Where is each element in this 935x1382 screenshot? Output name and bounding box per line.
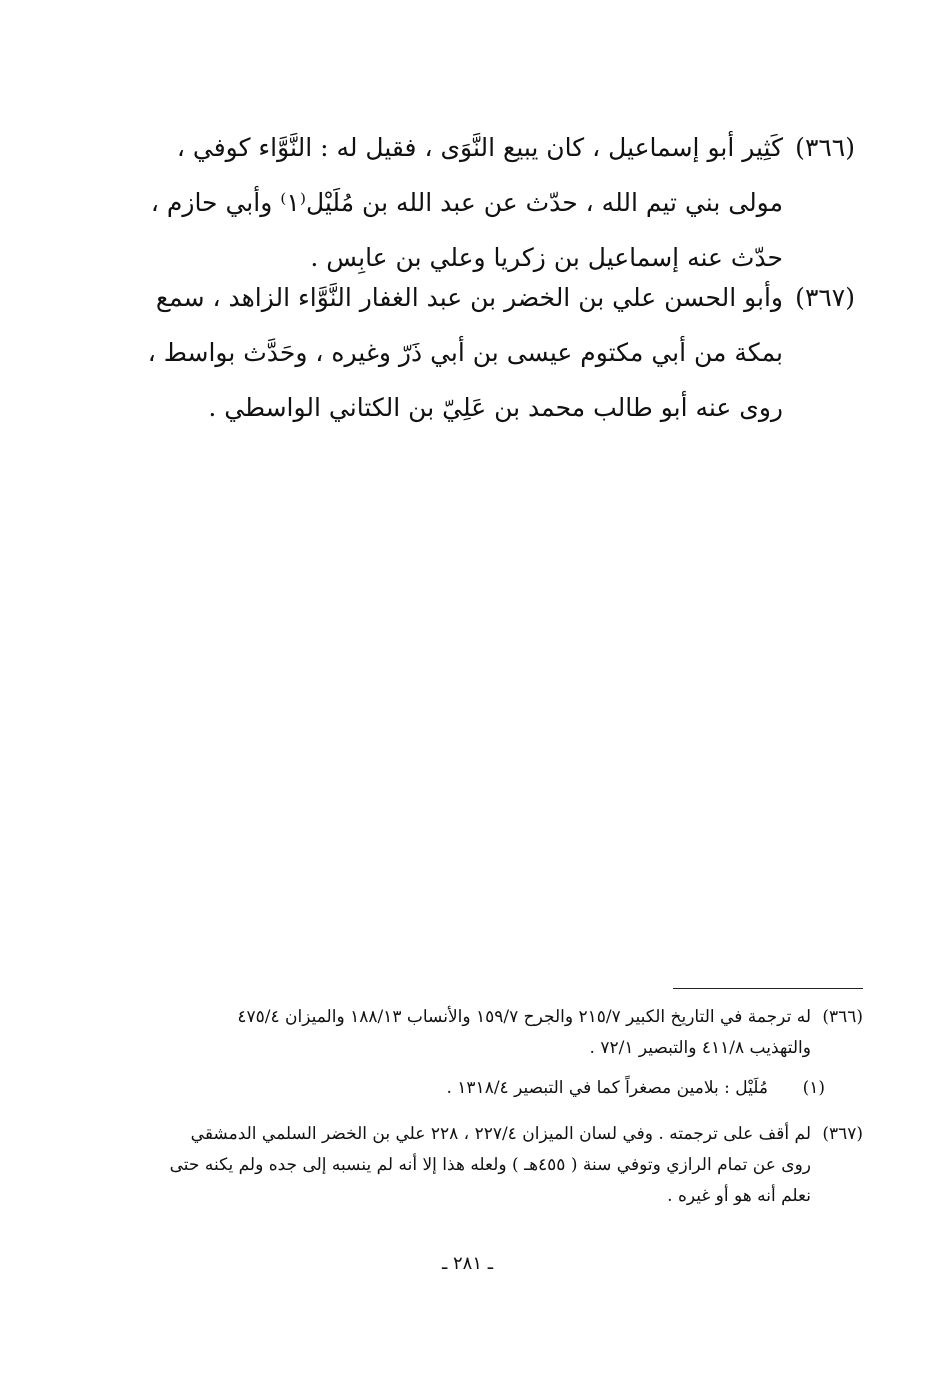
- footnote-line: لم أقف على ترجمته . وفي لسان الميزان ٢٢٧/٤ ، ٢٢٨ علي بن الخضر السلمي الدمشقي: [190, 1124, 811, 1144]
- footnote-367: [123, 1119, 863, 1212]
- footnote-line: مُلَيْل : بلامين مصغراً كما في التبصير ١٣١٨/٤ .: [446, 1078, 768, 1098]
- entry-367: [147, 270, 855, 435]
- entry-line: وأبو الحسن علي بن الخضر بن عبد الغفار النَّوَّاء الزاهد ، سمع: [155, 283, 783, 312]
- footnote-366: [123, 1002, 863, 1064]
- entry-number: (٣٦٧): [795, 283, 855, 312]
- entry-line: حدّث عنه إسماعيل بن زكريا وعلي بن عابِس .: [310, 243, 783, 272]
- entry-line: بمكة من أبي مكتوم عيسى بن أبي ذَرّ وغيره ، وحَدَّث بواسط ،: [147, 338, 783, 367]
- page-number: ـ ٢٨١ ـ: [441, 1253, 493, 1274]
- footnote-number: (١): [802, 1078, 825, 1098]
- footnote-line: روى عن تمام الرازي وتوفي سنة ( ٤٥٥هـ ) ولعله هذا إلا أنه لم ينسبه إلى جده ولم يكنه حتى: [169, 1155, 811, 1175]
- footnote-line: نعلم أنه هو أو غيره .: [667, 1186, 811, 1206]
- entry-line: روى عنه أبو طالب محمد بن عَلِيّ بن الكتاني الواسطي .: [208, 393, 783, 422]
- footnote-number: (٣٦٧): [822, 1124, 863, 1144]
- entry-line: مولى بني تيم الله ، حدّث عن عبد الله بن مُلَيْل⁽١⁾ وأبي حازم ،: [150, 188, 783, 217]
- footnote-line: والتهذيب ٤١١/٨ والتبصير ٧٢/١ .: [589, 1038, 811, 1058]
- entry-line: كَثِير أبو إسماعيل ، كان يبيع النَّوَى ، فقيل له : النَّوَّاء كوفي ،: [176, 133, 783, 162]
- footnote-line: له ترجمة في التاريخ الكبير ٢١٥/٧ والجرح ١٥٩/٧ والأنساب ١٨٨/١٣ والميزان ٤٧٥/٤: [237, 1007, 811, 1027]
- footnote-separator: [673, 988, 863, 989]
- footnote-1: [123, 1073, 863, 1104]
- entry-366: [150, 120, 855, 285]
- entry-number: (٣٦٦): [795, 133, 855, 162]
- footnote-number: (٣٦٦): [822, 1007, 863, 1027]
